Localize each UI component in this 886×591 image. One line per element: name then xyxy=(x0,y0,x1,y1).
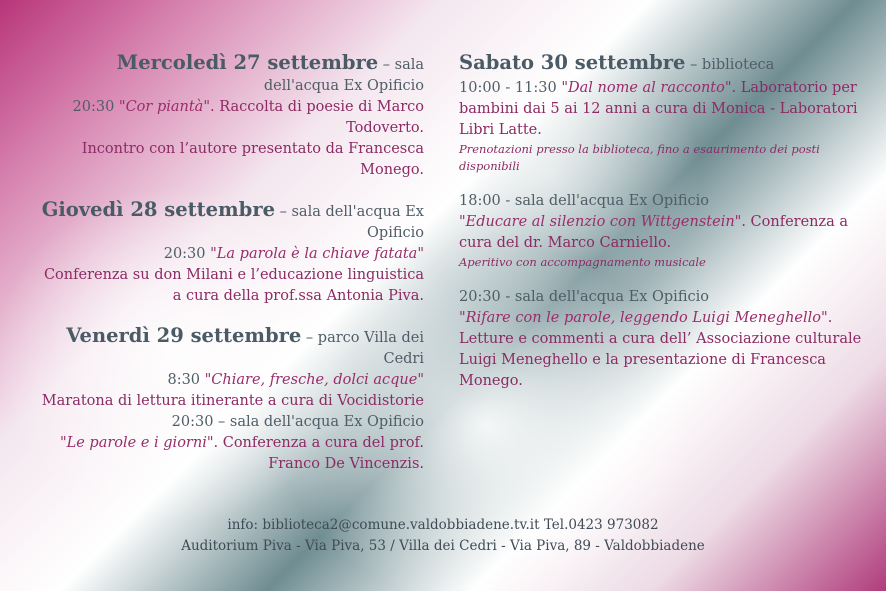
left-column xyxy=(40,52,424,493)
event-description: . Conferenza a cura del dr. Marco Carniello. xyxy=(459,214,849,251)
contact-info: info: biblioteca2@comune.valdobbiadene.tv.it Tel.0423 973082 xyxy=(227,517,659,533)
event-title: "Le parole e i giorni" xyxy=(59,435,214,451)
event-note: Prenotazioni presso la biblioteca, fino a esaurimento dei posti disponibili xyxy=(459,142,820,173)
event-title: "La parola è la chiave fatata" xyxy=(210,246,424,262)
event-place: – sala dell'acqua Ex Opificio xyxy=(263,57,424,94)
event-time: 20:30 xyxy=(72,99,119,115)
event-time: 20:30 xyxy=(163,246,211,262)
event-description: Maratona di lettura itinerante a cura di Vocidistorie xyxy=(41,393,424,409)
event-title: "Chiare, fresche, dolci acque" xyxy=(204,372,424,388)
event-description: Incontro con l’autore presentato da Francesca Monego. xyxy=(81,141,424,178)
event-time: 20:30 - sala dell'acqua Ex Opificio xyxy=(459,289,709,305)
event-title: "Rifare con le parole, leggendo Luigi Meneghello" xyxy=(459,310,828,326)
event-place: – sala dell'acqua Ex Opificio xyxy=(275,204,424,241)
event-description: . Letture e commenti a cura dell’ Associazione culturale Luigi Meneghello e la presentazione di Francesca Monego. xyxy=(459,310,862,389)
event-place: – biblioteca xyxy=(685,57,775,73)
event-time: 10:00 - 11:30 xyxy=(459,80,562,96)
day-heading: Mercoledì 27 settembre xyxy=(116,51,379,74)
event-thursday xyxy=(40,199,424,307)
event-block-night xyxy=(459,287,864,392)
event-time: 20:30 – sala dell'acqua Ex Opificio xyxy=(171,414,424,430)
event-place: – parco Villa dei Cedri xyxy=(301,330,424,367)
event-title: "Educare al silenzio con Wittgenstein" xyxy=(459,214,742,230)
event-note: Aperitivo con accompagnamento musicale xyxy=(459,255,706,269)
day-heading: Giovedì 28 settembre xyxy=(41,198,276,221)
event-title: "Cor piantà" xyxy=(118,99,210,115)
event-time: 8:30 xyxy=(167,372,205,388)
event-description: Conferenza su don Milani e l’educazione linguistica a cura della prof.ssa Antonia Piva. xyxy=(43,267,424,304)
event-time: 18:00 - sala dell'acqua Ex Opificio xyxy=(459,193,709,209)
event-friday xyxy=(40,325,424,475)
footer xyxy=(0,515,886,557)
event-block-morning xyxy=(459,78,864,175)
day-heading: Sabato 30 settembre xyxy=(459,51,686,74)
day-heading: Venerdì 29 settembre xyxy=(66,324,302,347)
event-description: . Conferenza a cura del prof. Franco De Vincenzis. xyxy=(213,435,424,472)
right-column xyxy=(459,52,864,408)
event-title: "Dal nome al racconto" xyxy=(561,80,732,96)
event-block-evening xyxy=(459,191,864,271)
venue-addresses: Auditorium Piva - Via Piva, 53 / Villa dei Cedri - Via Piva, 89 - Valdobbiadene xyxy=(181,538,705,554)
event-description: . Laboratorio per bambini dai 5 ai 12 anni a cura di Monica - Laboratori Libri Latte. xyxy=(459,80,858,138)
event-wednesday xyxy=(40,52,424,181)
event-description: . Raccolta di poesie di Marco Todoverto. xyxy=(210,99,424,136)
